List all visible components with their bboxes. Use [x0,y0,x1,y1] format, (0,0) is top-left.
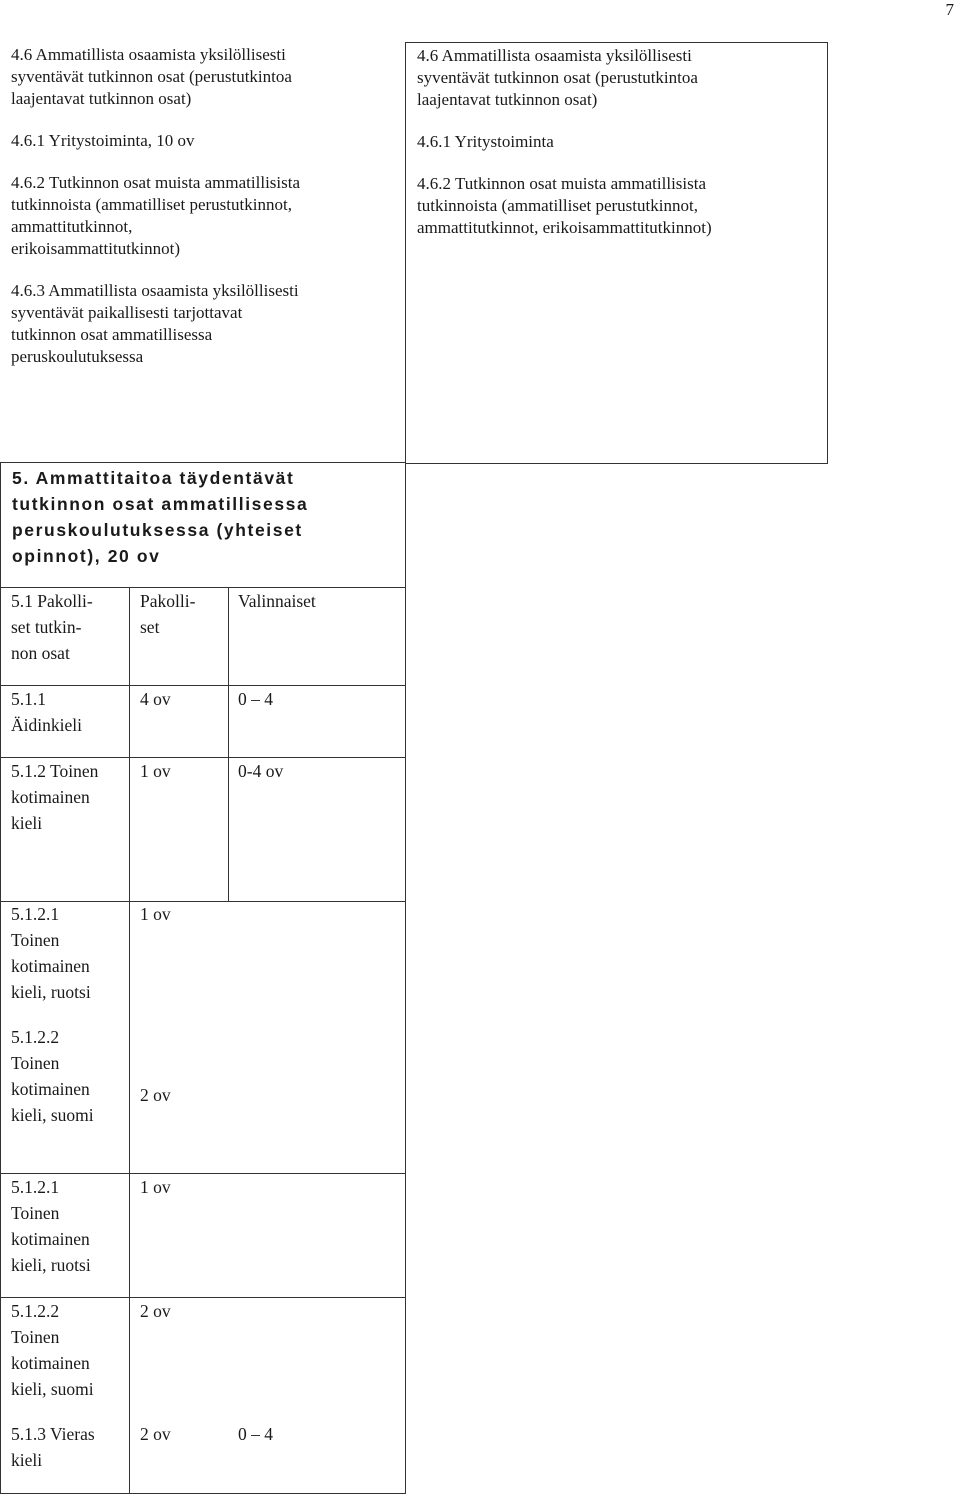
column-divider-1 [129,587,130,1494]
table-border-left [0,587,1,1494]
table-row-mandatory: 2 ov [140,1424,171,1444]
table-row-optional: 0 – 4 [238,1424,273,1444]
table-row-name: 5.1.1 Äidinkieli [11,689,82,735]
left-column-4-6 [11,44,403,464]
table-row-mandatory: 2 ov [140,1085,171,1105]
left-item-4-6-2: 4.6.2 Tutkinnon osat muista ammatillisista tutkinnoista (ammatilliset perustutkinnot, ammattitutkinnot, erikoisammattitutkinnot) [11,173,301,258]
table-row-mandatory: 4 ov [140,689,171,709]
table-row-mandatory: 1 ov [140,761,171,781]
table-row-name: 5.1.2.1 Toinen kotimainen kieli, ruotsi [11,1177,91,1275]
left-item-4-6-3: 4.6.3 Ammatillista osaamista yksilöllisesti syventävät paikallisesti tarjottavat tutkinnon osat ammatillisessa peruskoulutuksessa [11,281,299,366]
table-row-mandatory: 2 ov [140,1301,171,1321]
table-row-name: 5.1.2.2 Toinen kotimainen kieli, suomi [11,1301,94,1399]
table-row-mandatory: 1 ov [140,1177,171,1197]
table-row-name: 5.1.2 Toinen kotimainen kieli [11,761,99,833]
column-divider-2 [228,587,229,902]
table-border-bottom [0,1493,406,1494]
table-header-col2: Pakolli- set [140,591,196,637]
section-5-heading-box [0,462,406,588]
table-row-optional: 0-4 ov [238,761,284,781]
right-item-4-6-1: 4.6.1 Yritystoiminta [417,132,554,151]
table-row-name: 5.1.2.2 Toinen kotimainen kieli, suomi [11,1027,94,1125]
left-heading-4-6: 4.6 Ammatillista osaamista yksilöllisesti syventävät tutkinnon osat (perustutkintoa laajentavat tutkinnon osat) [11,45,292,108]
table-header-col1: 5.1 Pakolli- set tutkin- non osat [11,591,93,663]
left-item-4-6-1: 4.6.1 Yritystoiminta, 10 ov [11,131,195,150]
table-header-col3: Valinnaiset [238,591,316,611]
right-item-4-6-2: 4.6.2 Tutkinnon osat muista ammatillisista tutkinnoista (ammatilliset perustutkinnot, ammattitutkinnot, erikoisammattitutkinnot) [417,174,712,237]
page-number: 7 [945,0,954,19]
right-column-box [405,42,828,464]
table-border-right [405,587,406,1494]
table-row-mandatory: 1 ov [140,904,171,924]
section-5-heading: 5. Ammattitaitoa täydentävät tutkinnon osat ammatillisessa peruskoulutuksessa (yhteiset opinnot), 20 ov [12,468,309,566]
right-heading-4-6: 4.6 Ammatillista osaamista yksilöllisesti syventävät tutkinnon osat (perustutkintoa laajentavat tutkinnon osat) [417,46,698,109]
table-row-name: 5.1.3 Vieras kieli [11,1424,95,1470]
table-row-optional: 0 – 4 [238,689,273,709]
table-row-name: 5.1.2.1 Toinen kotimainen kieli, ruotsi [11,904,91,1002]
